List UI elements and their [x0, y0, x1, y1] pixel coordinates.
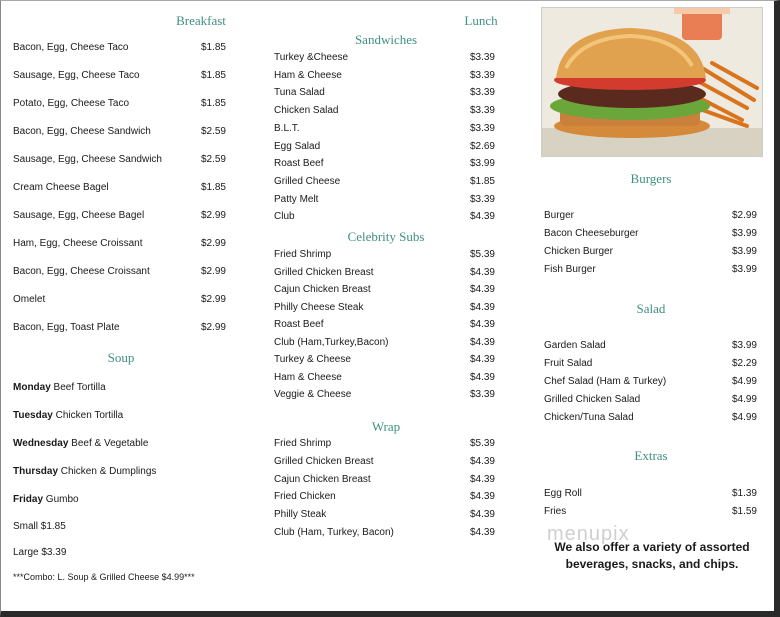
salad-item — [544, 339, 757, 353]
item-name: Ham, Egg, Cheese Croissant — [13, 238, 143, 249]
item-price: $2.99 — [200, 266, 226, 277]
soup-day-item — [13, 381, 106, 395]
item-name: Veggie & Cheese — [274, 389, 352, 400]
salad-item — [544, 411, 757, 425]
soup-combo: ***Combo: L. Soup & Grilled Cheese $4.99*** — [13, 572, 195, 582]
burger-item — [544, 209, 757, 223]
item-name: Bacon, Egg, Cheese Taco — [13, 42, 129, 53]
sandwiches-heading: Sandwiches — [354, 32, 418, 47]
item-price: $4.39 — [469, 354, 495, 365]
item-name: Cream Cheese Bagel — [13, 182, 109, 193]
sandwich-item — [274, 86, 495, 100]
item-name: Grilled Cheese — [274, 175, 341, 187]
item-price: $1.85 — [200, 98, 226, 109]
item-name: Fried Shrimp — [274, 438, 332, 449]
soup-day-item — [13, 465, 156, 479]
item-name: Ham & Cheese — [274, 69, 342, 81]
item-price: $3.99 — [469, 158, 495, 170]
item-price: $3.99 — [731, 228, 757, 239]
extra-item — [544, 487, 757, 501]
item-name: Cajun Chicken Breast — [274, 473, 371, 485]
salad-item — [544, 357, 757, 371]
item-price: $4.99 — [731, 375, 757, 387]
breakfast-item — [13, 209, 226, 223]
item-price: $4.39 — [469, 211, 495, 223]
item-name: Egg Roll — [544, 488, 582, 499]
item-price: $2.99 — [200, 294, 226, 305]
wrap-item — [274, 455, 495, 469]
celebrity-sub-item — [274, 248, 495, 262]
item-price: $1.85 — [200, 70, 226, 81]
item-name: Egg Salad — [274, 140, 321, 152]
soup-day: Monday — [13, 382, 51, 393]
salad-item — [544, 375, 757, 389]
burger-item — [544, 263, 757, 277]
item-price: $3.99 — [731, 340, 757, 351]
item-price: $2.69 — [469, 140, 495, 152]
item-price: $4.39 — [469, 455, 495, 467]
sandwich-item — [274, 140, 495, 154]
item-name: Fried Shrimp — [274, 249, 332, 260]
celebrity-sub-item — [274, 388, 495, 402]
wrap-item — [274, 508, 495, 522]
sandwich-item — [274, 157, 495, 171]
item-price: $2.59 — [200, 154, 226, 165]
breakfast-item — [13, 321, 226, 335]
celebrity-sub-item — [274, 301, 495, 315]
item-price: $4.39 — [469, 284, 495, 295]
item-name: Cajun Chicken Breast — [274, 284, 371, 295]
breakfast-heading: Breakfast — [176, 13, 226, 28]
item-price: $3.39 — [469, 193, 495, 205]
item-name: Bacon Cheeseburger — [544, 228, 639, 239]
celebrity-sub-item — [274, 353, 495, 367]
item-price: $1.85 — [469, 175, 495, 187]
breakfast-item — [13, 41, 226, 55]
item-price: $3.39 — [469, 389, 495, 400]
sandwich-item — [274, 193, 495, 207]
burgers-heading: Burgers — [630, 171, 672, 186]
soup-dish: Gumbo — [43, 494, 79, 505]
item-price: $4.99 — [731, 411, 757, 423]
wrap-item — [274, 437, 495, 451]
item-name: Club (Ham,Turkey,Bacon) — [274, 336, 389, 348]
soup-day: Wednesday — [13, 438, 69, 449]
item-name: Club — [274, 211, 295, 223]
item-name: Chicken Salad — [274, 105, 339, 117]
item-name: Roast Beef — [274, 319, 324, 330]
item-price: $1.85 — [200, 42, 226, 53]
item-price: $5.39 — [469, 249, 495, 260]
item-name: Turkey &Cheese — [274, 52, 349, 63]
soup-dish: Chicken Tortilla — [52, 410, 124, 421]
beverages-note: We also offer a variety of assorted beverages, snacks, and chips. — [554, 540, 750, 571]
wrap-item — [274, 526, 495, 540]
sandwich-item — [274, 175, 495, 189]
soup-large-price: Large $3.39 — [13, 547, 67, 558]
item-price: $2.29 — [731, 357, 757, 369]
celebrity-sub-item — [274, 371, 495, 385]
sandwich-item — [274, 104, 495, 118]
item-price: $4.99 — [731, 393, 757, 405]
breakfast-item — [13, 97, 226, 111]
item-name: Grilled Chicken Breast — [274, 455, 374, 467]
item-price: $2.99 — [200, 238, 226, 249]
burger-photo — [541, 7, 763, 157]
item-name: Club (Ham, Turkey, Bacon) — [274, 527, 394, 538]
item-name: Sausage, Egg, Cheese Bagel — [13, 210, 145, 221]
item-name: Bacon, Egg, Cheese Sandwich — [13, 126, 151, 137]
soup-day-item — [13, 409, 123, 423]
item-name: Fries — [544, 506, 567, 517]
item-name: Omelet — [13, 294, 46, 305]
item-price: $3.99 — [731, 264, 757, 275]
breakfast-item — [13, 237, 226, 251]
soup-dish: Chicken & Dumplings — [58, 466, 157, 477]
item-price: $4.39 — [469, 336, 495, 348]
watermark-text: menupix — [547, 523, 630, 545]
item-name: Roast Beef — [274, 158, 324, 170]
item-price: $4.39 — [469, 319, 495, 330]
item-name: Patty Melt — [274, 193, 319, 205]
salad-heading: Salad — [636, 301, 666, 316]
item-price: $4.39 — [469, 527, 495, 538]
item-price: $3.39 — [469, 122, 495, 134]
lunch-heading: Lunch — [464, 13, 498, 28]
soup-dish: Beef & Vegetable — [68, 438, 149, 449]
item-price: $3.99 — [731, 246, 757, 257]
sandwich-item — [274, 69, 495, 83]
item-name: Fried Chicken — [274, 491, 336, 503]
item-name: Sausage, Egg, Cheese Taco — [13, 70, 140, 81]
soup-heading: Soup — [107, 350, 135, 365]
sandwich-item — [274, 51, 495, 65]
item-price: $4.39 — [469, 509, 495, 521]
item-name: B.L.T. — [274, 122, 300, 134]
breakfast-item — [13, 265, 226, 279]
item-name: Grilled Chicken Breast — [274, 266, 374, 278]
item-price: $4.39 — [469, 491, 495, 503]
celebrity-subs-heading: Celebrity Subs — [347, 229, 425, 244]
soup-day: Tuesday — [13, 410, 53, 421]
item-price: $3.39 — [469, 105, 495, 117]
item-price: $4.39 — [469, 473, 495, 485]
item-name: Potato, Egg, Cheese Taco — [13, 98, 130, 109]
breakfast-item — [13, 181, 226, 195]
burger-item — [544, 227, 757, 241]
wrap-item — [274, 490, 495, 504]
item-price: $1.59 — [731, 506, 757, 517]
item-name: Grilled Chicken Salad — [544, 393, 641, 405]
soup-day-item — [13, 437, 148, 451]
item-name: Fruit Salad — [544, 357, 593, 369]
wrap-item — [274, 473, 495, 487]
celebrity-sub-item — [274, 283, 495, 297]
breakfast-item — [13, 69, 226, 83]
item-name: Philly Steak — [274, 509, 327, 521]
breakfast-item — [13, 125, 226, 139]
extras-heading: Extras — [634, 448, 668, 463]
soup-day-item — [13, 493, 79, 507]
burger-item — [544, 245, 757, 259]
item-name: Chef Salad (Ham & Turkey) — [544, 375, 667, 387]
soup-day: Thursday — [13, 466, 59, 477]
celebrity-sub-item — [274, 318, 495, 332]
item-name: Tuna Salad — [274, 87, 325, 99]
item-price: $5.39 — [469, 438, 495, 449]
salad-item — [544, 393, 757, 407]
breakfast-item — [13, 153, 226, 167]
item-name: Bacon, Egg, Cheese Croissant — [13, 266, 150, 277]
item-price: $2.99 — [200, 210, 226, 221]
item-price: $2.99 — [731, 210, 757, 221]
item-name: Turkey & Cheese — [274, 354, 351, 365]
soup-dish: Beef Tortilla — [50, 382, 106, 393]
item-price: $4.39 — [469, 371, 495, 383]
breakfast-item — [13, 293, 226, 307]
soup-day: Friday — [13, 494, 44, 505]
item-name: Chicken Burger — [544, 246, 613, 257]
extra-item — [544, 505, 757, 519]
item-name: Chicken/Tuna Salad — [544, 411, 634, 423]
item-price: $1.39 — [731, 488, 757, 499]
item-name: Garden Salad — [544, 340, 606, 351]
item-price: $3.39 — [469, 87, 495, 99]
item-price: $4.39 — [469, 266, 495, 278]
item-name: Sausage, Egg, Cheese Sandwich — [13, 154, 162, 165]
wrap-heading: Wrap — [371, 419, 401, 434]
item-name: Philly Cheese Steak — [274, 301, 364, 313]
item-price: $3.39 — [469, 52, 495, 63]
item-price: $4.39 — [469, 301, 495, 313]
soup-small-price: Small $1.85 — [13, 521, 66, 532]
celebrity-sub-item — [274, 336, 495, 350]
item-price: $1.85 — [200, 182, 226, 193]
item-price: $2.99 — [200, 322, 226, 333]
item-name: Fish Burger — [544, 264, 596, 275]
sandwich-item — [274, 122, 495, 136]
celebrity-sub-item — [274, 266, 495, 280]
item-name: Bacon, Egg, Toast Plate — [13, 322, 120, 333]
item-name: Ham & Cheese — [274, 371, 342, 383]
item-name: Burger — [544, 210, 575, 221]
burger-image — [542, 8, 763, 157]
sandwich-item — [274, 210, 495, 224]
item-price: $3.39 — [469, 69, 495, 81]
item-price: $2.59 — [200, 126, 226, 137]
